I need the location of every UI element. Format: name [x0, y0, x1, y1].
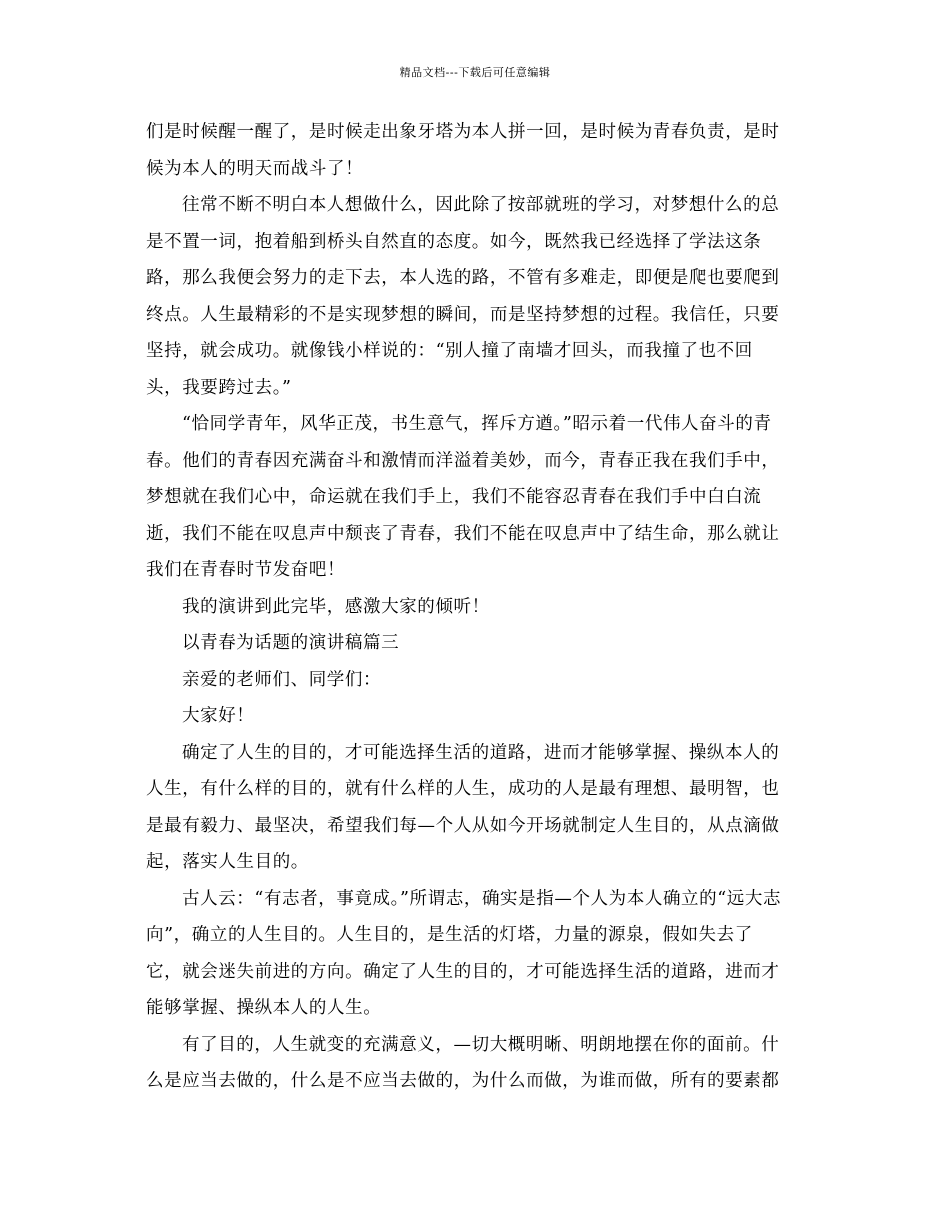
text-line: 人生，有什么样的目的，就有什么样的人生，成功的人是最有理想、最明智，也 [146, 779, 780, 799]
text-line: 我们在青春时节发奋吧！ [146, 560, 346, 580]
text-line: 是不置一词，抱着船到桥头自然直的态度。如今，既然我已经选择了学法这条 [146, 231, 762, 252]
text-line: 起，落实人生目的。 [146, 852, 309, 872]
document-body [146, 114, 806, 1100]
text-line: 能够掌握、操纵本人的人生。 [146, 998, 382, 1018]
text-line: 头，我要跨过去。” [146, 377, 292, 398]
text-line: 是最有毅力、最坚决，希望我们每—个人从如今开场就制定人生目的，从点滴做 [146, 815, 780, 836]
text-line: 终点。人生最精彩的不是实现梦想的瞬间，而是坚持梦想的过程。我信任，只要 [146, 304, 780, 325]
salutation: 亲爱的老师们、同学们： [182, 669, 382, 690]
text-line: 往常不断不明白本人想做什么，因此除了按部就班的学习，对梦想什么的总 [182, 195, 780, 215]
text-line: 路，那么我便会努力的走下去，本人选的路，不管有多难走，即便是爬也要爬到 [146, 268, 780, 288]
text-line: 确定了人生的目的，才可能选择生活的道路，进而才能够掌握、操纵本人的 [182, 742, 780, 763]
text-line: 候为本人的明天而战斗了！ [146, 158, 364, 179]
text-line: “恰同学青年，风华正茂，书生意气，挥斥方遒。”昭示着一代伟人奋斗的青 [182, 414, 772, 434]
text-line: 么是应当去做的，什么是不应当去做的，为什么而做，为谁而做，所有的要素都 [146, 1071, 780, 1091]
text-line: 们是时候醒一醒了，是时候走出象牙塔为本人拼一回，是时候为青春负责，是时 [146, 122, 780, 142]
text-line: 坚持，就会成功。就像钱小样说的：“别人撞了南墙才回头，而我撞了也不回 [146, 341, 753, 361]
text-line: 梦想就在我们心中，命运就在我们手上，我们不能容忍青春在我们手中白白流 [146, 487, 762, 507]
text-line: 它，就会迷失前进的方向。确定了人生的目的，才可能选择生活的道路，进而才 [146, 961, 780, 982]
text-line: 向”，确立的人生目的。人生目的，是生活的灯塔，力量的源泉，假如失去了 [146, 925, 753, 945]
text-line: 古人云：“有志者，事竟成。”所谓志，确实是指—个人为本人确立的“远大志 [182, 888, 782, 909]
text-line: 有了目的，人生就变的充满意义，—切大概明晰、明朗地摆在你的面前。什 [182, 1034, 780, 1055]
section-title: 以青春为话题的演讲稿篇三 [182, 633, 400, 653]
text-line: 我的演讲到此完毕，感激大家的倾听！ [182, 596, 490, 617]
page-header: 精品文档---下载后可任意编辑 [399, 66, 551, 79]
greeting: 大家好！ [182, 706, 255, 726]
text-line: 春。他们的青春因充满奋斗和激情而洋溢着美妙，而今，青春正我在我们手中， [146, 450, 780, 471]
text-line: 逝，我们不能在叹息声中颓丧了青春，我们不能在叹息声中了结生命，那么就让 [146, 523, 780, 544]
